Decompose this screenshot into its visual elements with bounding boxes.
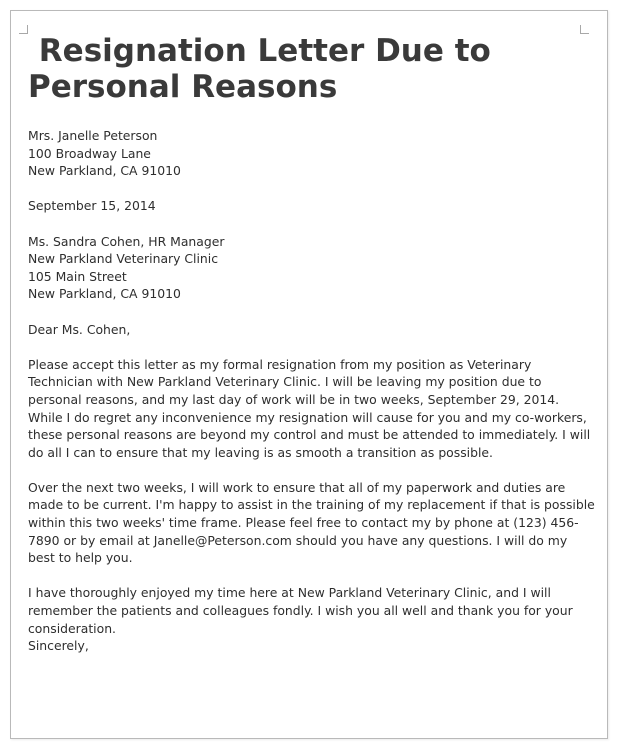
recipient-company: New Parkland Veterinary Clinic — [28, 251, 219, 267]
paragraph-line: 7890 or by email at Janelle@Peterson.com should you have any questions. I will do my — [28, 532, 568, 548]
recipient-city: New Parkland, CA 91010 — [28, 286, 181, 302]
letter-title: Resignation Letter Due to Personal Reasons — [28, 33, 502, 105]
salutation — [28, 321, 588, 339]
paragraph-line: these personal reasons are beyond my control and must be attended to immediately. I will — [28, 427, 591, 443]
date-text: September 15, 2014 — [28, 198, 156, 214]
document-page — [10, 10, 608, 739]
sender-name: Mrs. Janelle Peterson — [28, 128, 158, 143]
paragraph-line: Technician with New Parkland Veterinary Clinic. I will be leaving my position due to — [28, 374, 542, 390]
paragraph-line: consideration. — [28, 620, 116, 636]
paragraph-line: I have thoroughly enjoyed my time here at New Parkland Veterinary Clinic, and I will — [28, 585, 551, 601]
sender-city: New Parkland, CA 91010 — [28, 163, 181, 179]
recipient-street: 105 Main Street — [28, 268, 127, 284]
letter-body — [28, 127, 595, 655]
sender-street: 100 Broadway Lane — [28, 145, 151, 161]
paragraph-line: While I do regret any inconvenience my resignation will cause for you and my co-workers, — [28, 409, 587, 425]
sender-address — [28, 127, 588, 180]
closing-text: Sincerely, — [28, 638, 89, 654]
recipient-address — [28, 233, 588, 303]
paragraph-2 — [28, 479, 595, 567]
paragraph-line: personal reasons, and my last day of work will be in two weeks, September 29, 2014. — [28, 391, 560, 407]
paragraph-line: Please accept this letter as my formal resignation from my position as Veterinary — [28, 356, 532, 372]
paragraph-line: made to be current. I'm happy to assist in the training of my replacement if that is possible — [28, 497, 595, 513]
salutation-text: Dear Ms. Cohen, — [28, 321, 131, 337]
paragraph-line: remember the patients and colleagues fondly. I wish you all well and thank you for your — [28, 603, 573, 619]
paragraph-3 — [28, 584, 588, 637]
closing — [28, 637, 588, 655]
paragraph-line: within this two weeks' time frame. Please feel free to contact my by phone at (123) 456- — [28, 515, 579, 531]
page-corner-mark-left — [19, 25, 28, 34]
recipient-name: Ms. Sandra Cohen, HR Manager — [28, 233, 225, 249]
paragraph-line: best to help you. — [28, 550, 133, 566]
paragraph-line: do all I can to ensure that my leaving is as smooth a transition as possible. — [28, 444, 493, 460]
letter-date — [28, 197, 588, 215]
paragraph-line: Over the next two weeks, I will work to ensure that all of my paperwork and duties are — [28, 479, 566, 495]
paragraph-1 — [28, 356, 591, 462]
